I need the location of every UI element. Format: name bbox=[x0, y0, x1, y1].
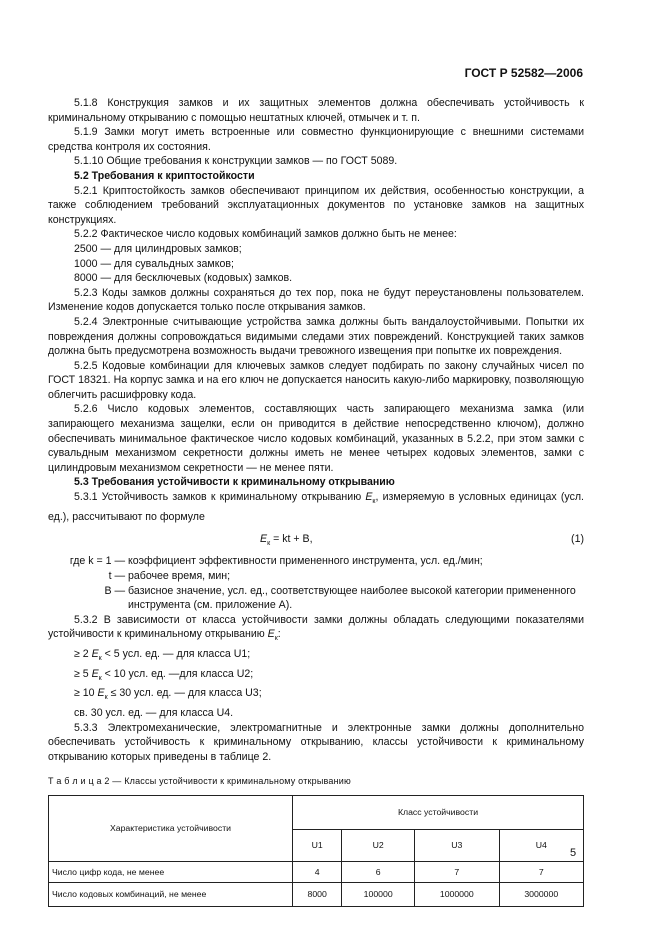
table-cell-label: Число кодовых комбинаций, не менее bbox=[49, 883, 293, 907]
variable: E bbox=[267, 628, 275, 641]
section-heading-5-3: 5.3 Требования устойчивости к криминальному открыванию bbox=[74, 476, 395, 489]
definition-text: коэффициент эффективности примененного инструмента, усл. ед./мин; bbox=[128, 555, 483, 568]
page-content bbox=[48, 96, 584, 907]
para-5-2-4: 5.2.4 Электронные считывающие устройства замка должны быть вандалоустойчивыми. Попытки их повреждения должны сопровождаться видимыми следами этих повреждений. Конструкцией таких замков должна быть предусмотрена возможность выдачи тревожного извещения при попытке их повреждения. bbox=[48, 315, 584, 358]
table-cell: 8000 bbox=[293, 883, 342, 907]
definition-label: где k = 1 — bbox=[69, 555, 128, 568]
definition-label: B — bbox=[104, 584, 128, 597]
text: < 10 усл. ед. —для класса U2; bbox=[101, 667, 254, 680]
table-row bbox=[49, 883, 584, 907]
para-5-2-3: 5.2.3 Коды замков должны сохраняться до тех пор, пока не будут переустановлены пользователем. Изменение кодов допускается только после открывания замков. bbox=[48, 286, 584, 314]
table-cell: 6 bbox=[342, 862, 415, 883]
definition-t bbox=[48, 569, 584, 584]
para-5-2-1: 5.2.1 Криптостойкость замков обеспечивают принципом их действия, особенностью конструкции, а также соблюдением требований эксплуатационных документов по установке замков на защитных конструкциях. bbox=[48, 184, 584, 226]
variable: E bbox=[365, 491, 373, 504]
table-cell: 7 bbox=[415, 862, 499, 883]
table-header-characteristic: Характеристика устойчивости bbox=[49, 796, 293, 862]
list-item: 2500 — для цилиндровых замков; bbox=[74, 242, 242, 255]
table-cell: 1000000 bbox=[415, 883, 499, 907]
table-header-row bbox=[49, 796, 584, 830]
para-5-1-8: 5.1.8 Конструкция замков и их защитных элементов должна обеспечивать устойчивость к криминальному открыванию с помощью нештатных ключей, отмычек и т. п. bbox=[48, 97, 584, 124]
table-header-u4: U4 bbox=[499, 830, 583, 862]
definition-k bbox=[48, 554, 584, 569]
table-row bbox=[49, 862, 584, 883]
definition-text: базисное значение, усл. ед., соответствующее наиболее высокой категории примененного инструмента (см. приложение А). bbox=[128, 584, 576, 612]
table-cell-label: Число цифр кода, не менее bbox=[49, 862, 293, 883]
definition-b bbox=[48, 584, 584, 613]
text: 5.3.1 Устойчивость замков к криминальному открыванию bbox=[74, 491, 366, 504]
formula-rhs: = kt + B, bbox=[270, 533, 313, 546]
para-5-3-2 bbox=[48, 613, 584, 647]
resistance-classes-table bbox=[48, 795, 584, 907]
text: , измеряемую в условных единицах (усл. ед.), рассчитывают по формуле bbox=[48, 491, 584, 523]
section-heading-5-2: 5.2 Требования к криптостойкости bbox=[74, 169, 255, 182]
formula-expression bbox=[260, 526, 313, 557]
para-5-1-9: 5.1.9 Замки могут иметь встроенные или совместно функционирующие с внешними системами средства контроля их состояния. bbox=[48, 126, 584, 153]
variable: E bbox=[91, 667, 99, 680]
subscript: к bbox=[267, 540, 271, 548]
table-cell: 4 bbox=[293, 862, 342, 883]
formula-definitions bbox=[48, 554, 584, 612]
list-item: 1000 — для сувальдных замков; bbox=[74, 257, 234, 270]
subscript: к bbox=[98, 674, 102, 682]
list-item bbox=[48, 686, 584, 706]
variable: E bbox=[97, 687, 105, 700]
table-header-u1: U1 bbox=[293, 830, 342, 862]
para-5-3-1 bbox=[48, 490, 584, 524]
para-5-2-2: 5.2.2 Фактическое число кодовых комбинаций замков должно быть не менее: bbox=[74, 228, 457, 241]
document-code: ГОСТ Р 52582—2006 bbox=[464, 66, 583, 80]
list-item: св. 30 усл. ед. — для класса U4. bbox=[74, 707, 234, 720]
list-item bbox=[48, 647, 584, 667]
para-5-1-10: 5.1.10 Общие требования к конструкции замков — по ГОСТ 5089. bbox=[74, 155, 398, 168]
variable: E bbox=[260, 533, 268, 546]
table-header-class: Класс устойчивости bbox=[293, 796, 584, 830]
subscript: к bbox=[372, 498, 376, 506]
list-item bbox=[48, 667, 584, 687]
text: ≥ 2 bbox=[74, 648, 92, 660]
text: : bbox=[277, 628, 281, 641]
para-5-3-3: 5.3.3 Электромеханические, электромагнитные и электронные замки должны дополнительно обеспечивать устойчивость к криминальному открыванию, классы устойчивости к криминальному открыванию которых приведены в таблице 2. bbox=[48, 721, 584, 763]
text: ≤ 30 усл. ед. — для класса U3; bbox=[107, 687, 262, 700]
table-cell: 3000000 bbox=[499, 883, 583, 907]
table-cell: 7 bbox=[499, 862, 583, 883]
subscript: к bbox=[274, 635, 278, 643]
table-caption: Т а б л и ц а 2 — Классы устойчивости к криминальному открыванию bbox=[48, 776, 351, 787]
text: 5.3.2 В зависимости от класса устойчивости замки должны обладать следующими показателями устойчивости к криминальному открыванию bbox=[48, 613, 584, 641]
page-number: 5 bbox=[570, 847, 577, 859]
text: < 5 усл. ед. — для класса U1; bbox=[101, 648, 251, 660]
formula-1 bbox=[48, 526, 584, 552]
subscript: к bbox=[98, 655, 102, 663]
para-5-2-6: 5.2.6 Число кодовых элементов, составляющих часть запирающего механизма замка (или запирающего механизма защелки, если он приводится в действие непосредственно ключом), должно обеспечивать минимальное фактическое число кодовых комбинаций, указанных в 5.2.2, при этом замки с сувальдным механизмом секретности должны иметь не менее четырех кодовых элементов, замки с цилиндровым механизмом секретности — не менее пяти. bbox=[48, 403, 584, 474]
para-5-2-5: 5.2.5 Кодовые комбинации для ключевых замков следует подбирать по закону случайных чисел по ГОСТ 18321. На корпус замка и на его ключ не допускается наносить какую-либо маркировку, позволяющую облегчить расшифровку кода. bbox=[48, 359, 584, 401]
definition-label: t — bbox=[108, 569, 128, 582]
text: ≥ 5 bbox=[74, 667, 92, 680]
list-item: 8000 — для бесключевых (кодовых) замков. bbox=[74, 272, 293, 285]
formula-number: (1) bbox=[571, 533, 584, 546]
table-header-u3: U3 bbox=[415, 830, 499, 862]
subscript: к bbox=[104, 694, 108, 702]
variable: E bbox=[91, 648, 99, 660]
table-header-u2: U2 bbox=[342, 830, 415, 862]
text: ≥ 10 bbox=[74, 687, 98, 700]
table-cell: 100000 bbox=[342, 883, 415, 907]
definition-text: рабочее время, мин; bbox=[128, 569, 231, 582]
